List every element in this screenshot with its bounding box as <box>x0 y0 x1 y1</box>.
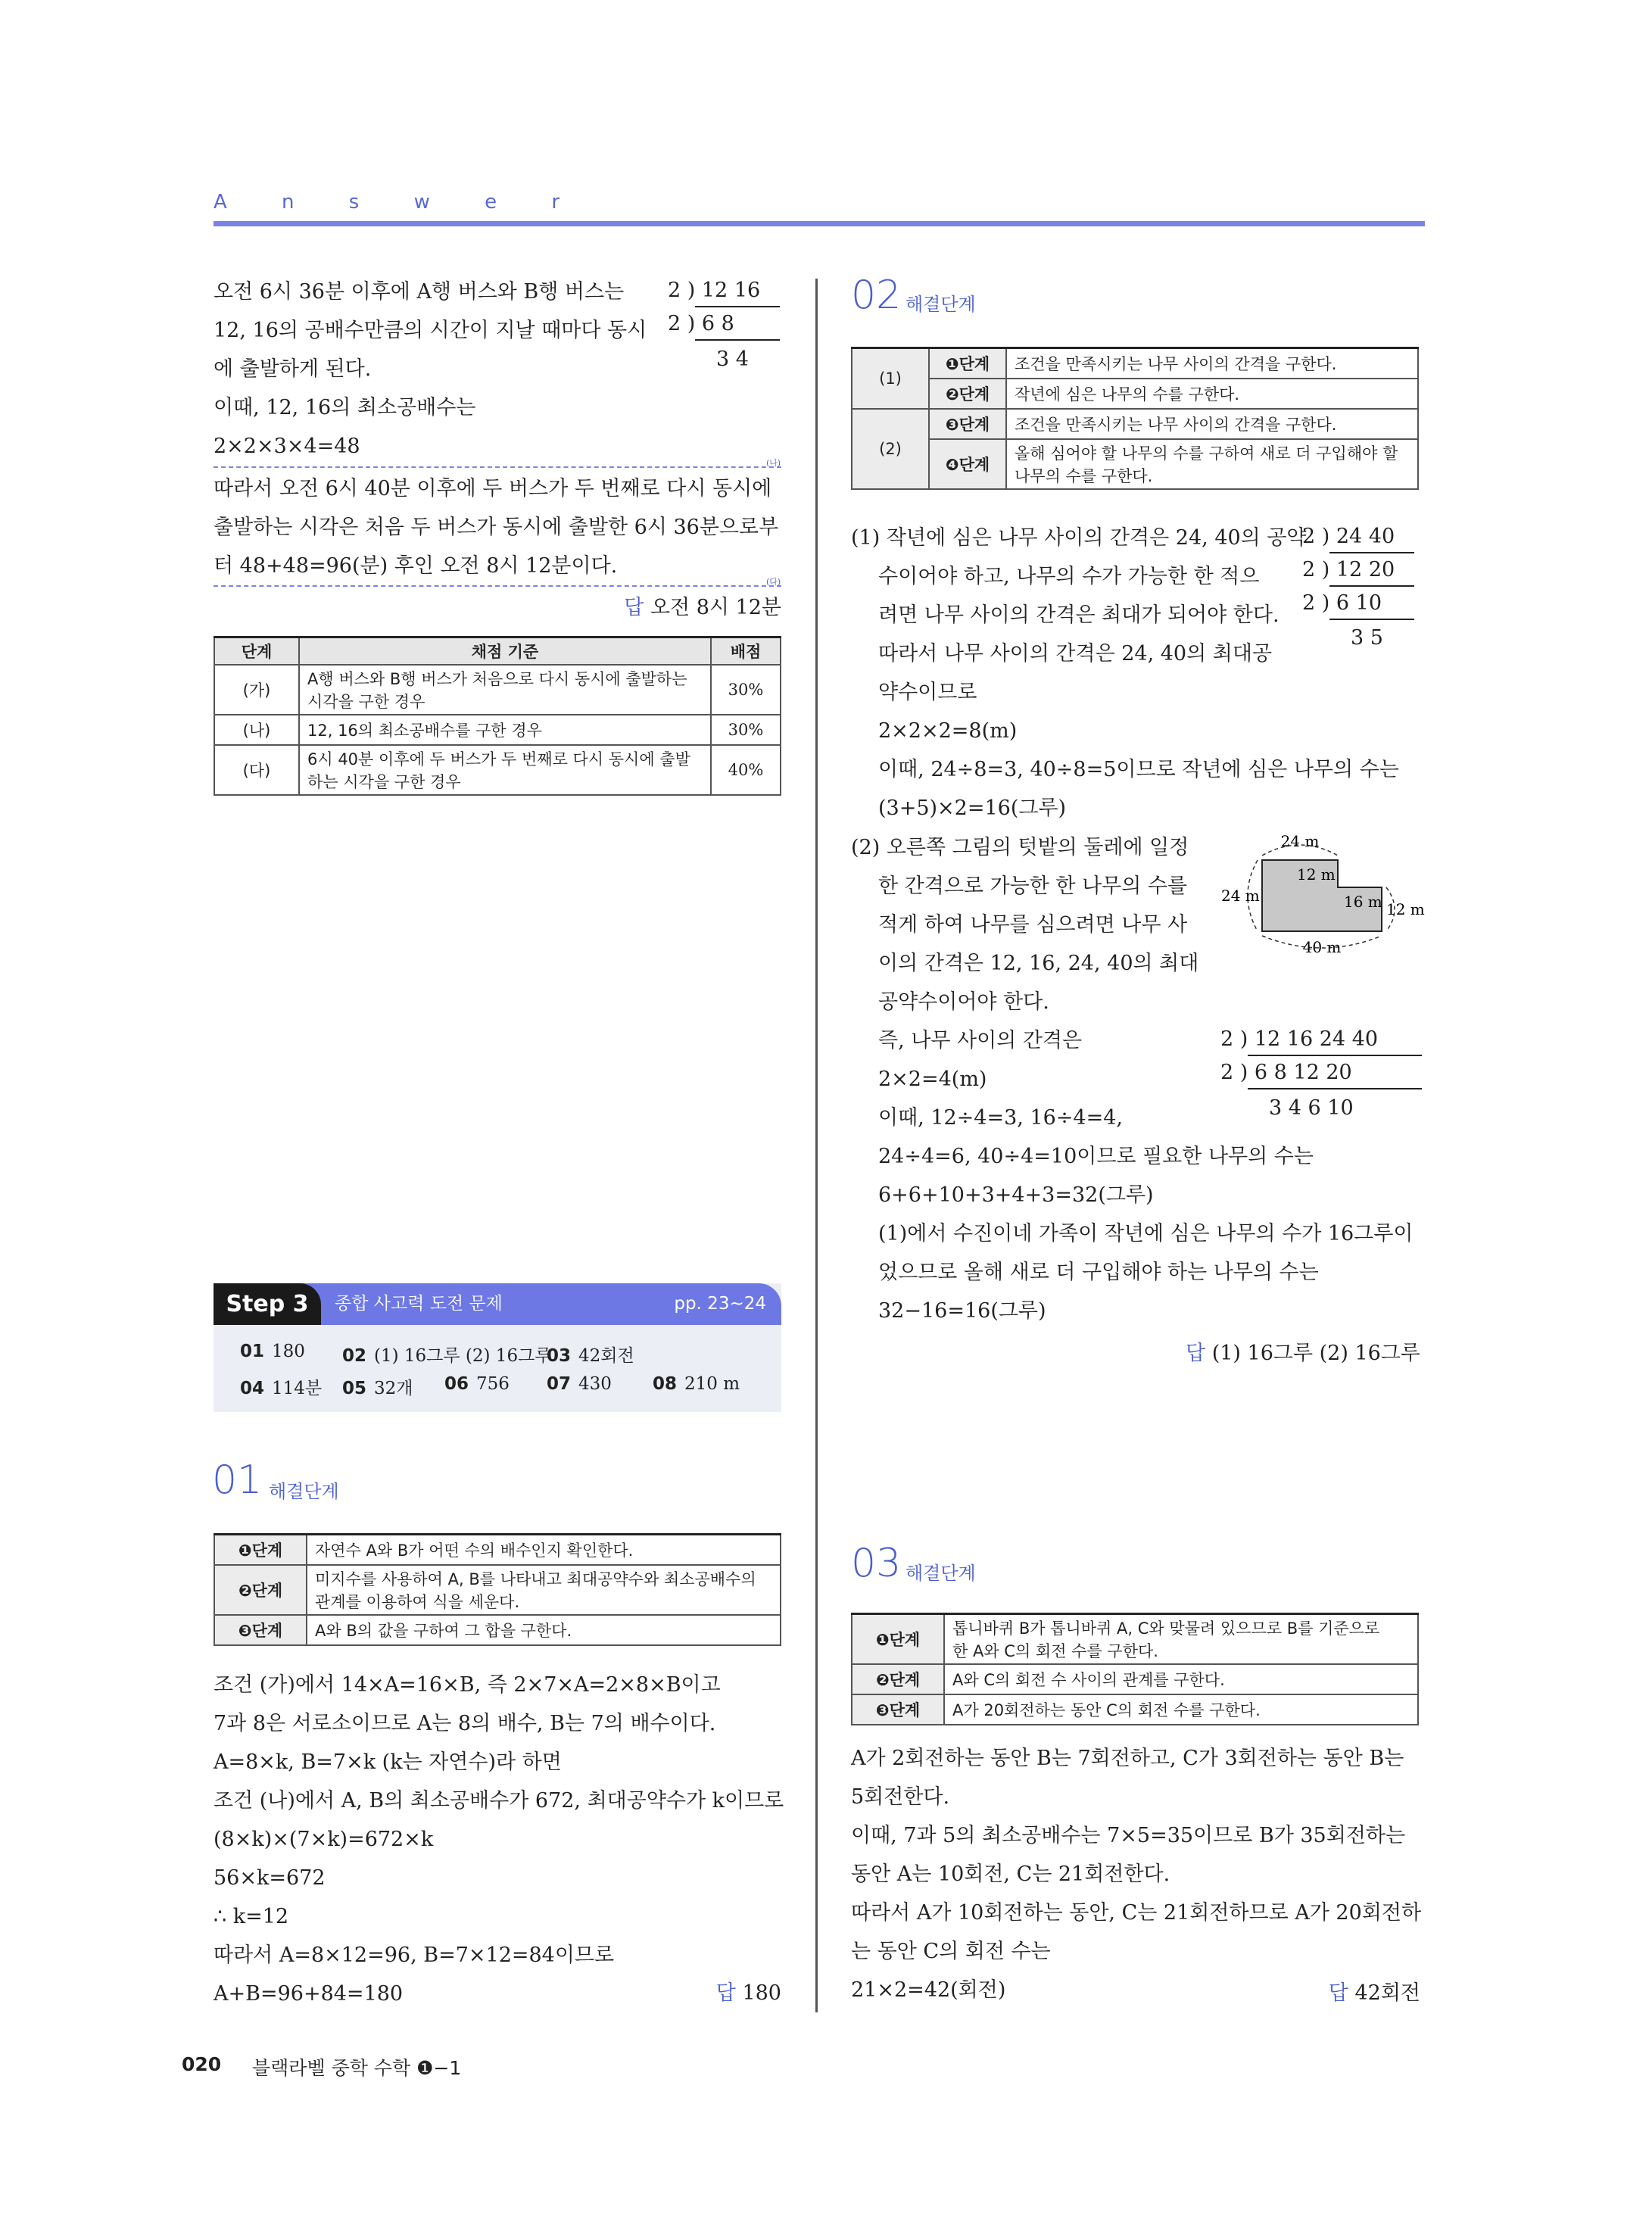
answer-line <box>624 593 781 623</box>
left-text-line: 출발하는 시각은 처음 두 버스가 동시에 출발한 6시 36분으로부 <box>214 516 779 539</box>
step-desc: 조건을 만족시키는 나무 사이의 간격을 구한다. <box>1006 409 1418 439</box>
table-cell <box>299 665 711 715</box>
section-number: 01 <box>212 1457 263 1503</box>
step-desc <box>1006 439 1418 489</box>
sec03-line: A가 2회전하는 동안 B는 7회전하고, C가 3회전하는 동안 B는 <box>851 1747 1404 1770</box>
ladder-row: 2 ) 6 8 12 20 <box>1220 1061 1352 1084</box>
step-label: ❶단계 <box>214 1535 307 1565</box>
sec02-line: 이의 간격은 12, 16, 24, 40의 최대 <box>878 952 1199 975</box>
part-label: (1) <box>852 348 929 409</box>
step-desc <box>307 1565 781 1615</box>
table-row <box>214 1615 781 1645</box>
dashed-divider <box>214 585 781 587</box>
ladder-line <box>695 306 780 307</box>
step-desc: 자연수 A와 B가 어떤 수의 배수인지 확인한다. <box>307 1535 781 1565</box>
sec02-line: (1) 작년에 심은 나무 사이의 간격은 24, 40의 공약 <box>851 526 1307 550</box>
section-subtitle: 해결단계 <box>269 1481 339 1502</box>
step-desc: A가 20회전하는 동안 C의 회전 수를 구한다. <box>944 1694 1418 1725</box>
step-label: ❷단계 <box>929 379 1006 409</box>
part-label: (2) <box>852 409 929 489</box>
step3-item <box>240 1342 305 1361</box>
ladder-row: 2 ) 24 40 <box>1302 525 1395 548</box>
sec01-line: (8×k)×(7×k)=672×k <box>214 1828 434 1851</box>
sec03-line: 는 동안 C의 회전 수는 <box>851 1940 1051 1963</box>
answer-tag: 답 <box>715 1981 736 2005</box>
book-title: 블랙라벨 중학 수학 ❶−1 <box>252 2057 462 2079</box>
item-value: 180 <box>272 1342 305 1361</box>
table-row <box>214 1565 781 1615</box>
step3-item <box>342 1342 552 1367</box>
step3-item <box>240 1374 322 1399</box>
step3-answer-box <box>214 1283 781 1412</box>
step-label: ❶단계 <box>929 348 1006 379</box>
ladder-line <box>1248 1055 1422 1056</box>
ladder-row: 2 ) 6 10 <box>1302 591 1382 615</box>
solution-steps-table <box>214 1533 781 1646</box>
answer-line <box>716 1978 781 2009</box>
cell-line: 하는 시각을 구한 경우 <box>307 773 461 791</box>
step3-item <box>342 1374 413 1399</box>
ladder-row: 2 ) 12 20 <box>1302 558 1395 581</box>
item-number: 07 <box>547 1374 572 1394</box>
step-desc: 작년에 심은 나무의 수를 구한다. <box>1006 379 1418 409</box>
cell-line: 미지수를 사용하여 A, B를 나타내고 최대공약수와 최소공배수의 <box>315 1569 756 1588</box>
item-value: 756 <box>476 1374 510 1394</box>
table-row <box>852 409 1418 439</box>
section-subtitle: 해결단계 <box>905 294 976 315</box>
item-number: 08 <box>653 1374 678 1394</box>
step3-tag: Step 3 <box>214 1283 321 1325</box>
table-row <box>214 1535 781 1565</box>
ladder-row: 3 5 <box>1351 626 1383 650</box>
cell-line: 시각을 구한 경우 <box>307 693 425 711</box>
sec02-line: 2×2=4(m) <box>878 1068 987 1091</box>
table-row <box>852 1614 1418 1665</box>
sec01-line: ∴ k=12 <box>214 1905 289 1928</box>
step-label: ❸단계 <box>214 1615 307 1645</box>
sec02-line: 6+6+10+3+4+3=32(그루) <box>878 1183 1154 1207</box>
table-cell: 12, 16의 최소공배수를 구한 경우 <box>299 715 711 745</box>
cell-line: 나무의 수를 구한다. <box>1015 466 1153 485</box>
item-number: 06 <box>444 1374 469 1394</box>
item-value: (1) 16그루 (2) 16그루 <box>374 1346 552 1366</box>
grading-table <box>214 636 781 796</box>
sec02-line: 즉, 나무 사이의 간격은 <box>878 1029 1083 1052</box>
section-number: 03 <box>851 1541 902 1586</box>
ladder-line <box>1329 585 1414 587</box>
table-row <box>852 439 1418 489</box>
table-row <box>852 1664 1418 1694</box>
left-text-line: 터 48+48=96(분) 후인 오전 8시 12분이다. <box>214 554 618 578</box>
step3-item <box>444 1374 510 1394</box>
left-text-line: 따라서 오전 6시 40분 이후에 두 버스가 두 번째로 다시 동시에 <box>214 477 772 500</box>
ladder-line <box>695 339 780 341</box>
table-header: 단계 <box>214 637 299 666</box>
sec01-line: A=8×k, B=7×k (k는 자연수)라 하면 <box>214 1750 562 1774</box>
solution-steps-table <box>851 1613 1419 1725</box>
ladder-row: 3 4 <box>716 348 749 371</box>
step-label: ❸단계 <box>929 409 1006 439</box>
step-label: ❸단계 <box>852 1694 944 1725</box>
table-row <box>852 1694 1418 1725</box>
ladder-row: 2 ) 12 16 24 40 <box>1220 1027 1379 1051</box>
ladder-line <box>1329 619 1414 620</box>
page-number: 020 <box>182 2053 222 2075</box>
cell-line: 올해 심어야 할 나무의 수를 구하여 새로 더 구입해야 할 <box>1015 444 1398 463</box>
table-cell: 40% <box>711 745 781 795</box>
cell-line: A행 버스와 B행 버스가 처음으로 다시 동시에 출발하는 <box>307 670 687 688</box>
step-label: ❷단계 <box>852 1664 944 1694</box>
table-row <box>852 379 1418 409</box>
sec01-line: 조건 (나)에서 A, B의 최소공배수가 672, 최대공약수가 k이므로 <box>214 1789 784 1813</box>
fig-label: 16 m <box>1344 893 1382 911</box>
answer-line <box>1186 1339 1420 1369</box>
sec02-line: 따라서 나무 사이의 간격은 24, 40의 최대공 <box>878 642 1273 666</box>
fig-label: 12 m <box>1386 900 1425 918</box>
sec01-line: A+B=96+84=180 <box>214 1982 404 2006</box>
ladder-line <box>1329 552 1414 553</box>
sec02-line: 한 간격으로 가능한 한 나무의 수를 <box>878 874 1188 898</box>
left-text-line: 2×2×3×4=48 <box>214 435 360 458</box>
fig-label: 24 m <box>1280 832 1320 850</box>
sec02-line: 24÷4=6, 40÷4=10이므로 필요한 나무의 수는 <box>878 1145 1314 1168</box>
item-number: 03 <box>547 1346 572 1366</box>
step3-item <box>547 1342 634 1367</box>
sec02-line: 약수이므로 <box>878 681 977 704</box>
sec02-line: 공약수이어야 한다. <box>878 990 1049 1014</box>
item-value: 32개 <box>374 1379 413 1398</box>
table-row <box>214 715 781 745</box>
sec02-line: 이때, 12÷4=3, 16÷4=4, <box>878 1106 1123 1130</box>
sec03-line: 따라서 A가 10회전하는 동안, C는 21회전하므로 A가 20회전하 <box>851 1901 1422 1925</box>
step-desc <box>944 1614 1418 1665</box>
cell-line: 톱니바퀴 B가 톱니바퀴 A, C와 맞물려 있으므로 B를 기준으로 <box>952 1619 1380 1638</box>
sec02-line: (1)에서 수진이네 가족이 작년에 심은 나무의 수가 16그루이 <box>878 1222 1414 1245</box>
table-cell: (나) <box>214 715 299 745</box>
sec03-line: 동안 A는 10회전, C는 21회전한다. <box>851 1862 1170 1886</box>
step-desc: A와 C의 회전 수 사이의 관계를 구한다. <box>944 1664 1418 1694</box>
item-number: 02 <box>342 1346 367 1366</box>
table-header: 채점 기준 <box>299 637 711 666</box>
answer-header-label: A n s w e r <box>214 191 584 214</box>
step-label: ❶단계 <box>852 1614 944 1665</box>
answer-tag: 답 <box>1328 1981 1348 2005</box>
section-number: 02 <box>851 273 902 318</box>
table-row <box>214 665 781 715</box>
table-row <box>214 745 781 795</box>
sec02-line: 려면 나무 사이의 간격은 최대가 되어야 한다. <box>878 603 1280 627</box>
step-label: ❹단계 <box>929 439 1006 489</box>
item-value: 114분 <box>272 1379 323 1398</box>
answer-line <box>1329 1978 1420 2009</box>
sec03-line: 이때, 7과 5의 최소공배수는 7×5=35이므로 B가 35회전하는 <box>851 1824 1406 1847</box>
grading-mark: (나) <box>766 458 781 468</box>
item-value: 42회전 <box>578 1346 634 1366</box>
left-text-line: 이때, 12, 16의 최소공배수는 <box>214 396 476 419</box>
table-header: 배점 <box>711 637 781 666</box>
sec03-line: 21×2=42(회전) <box>851 1978 1006 2002</box>
sec03-line: 5회전한다. <box>851 1785 950 1809</box>
table-cell: (가) <box>214 665 299 715</box>
step-desc: 조건을 만족시키는 나무 사이의 간격을 구한다. <box>1006 348 1418 379</box>
step-desc: A와 B의 값을 구하여 그 합을 구한다. <box>307 1615 781 1645</box>
dashed-divider <box>214 466 781 468</box>
table-cell: 30% <box>711 665 781 715</box>
table-row <box>852 348 1418 379</box>
fig-label: 12 m <box>1297 865 1336 884</box>
sec02-line: 적게 하여 나무를 심으려면 나무 사 <box>878 913 1188 937</box>
cell-line: 6시 40분 이후에 두 버스가 두 번째로 다시 동시에 출발 <box>307 750 690 768</box>
sec01-line: 56×k=672 <box>214 1866 326 1890</box>
header-rule <box>214 221 1425 226</box>
answer-tag: 답 <box>624 596 644 619</box>
cell-line: 관계를 이용하여 식을 세운다. <box>315 1592 520 1611</box>
answer-value: 42회전 <box>1354 1981 1420 2005</box>
item-number: 01 <box>240 1342 265 1361</box>
table-cell: 30% <box>711 715 781 745</box>
step3-title: 종합 사고력 도전 문제 <box>335 1294 503 1314</box>
item-number: 05 <box>342 1379 367 1398</box>
answer-value: 오전 8시 12분 <box>650 596 781 619</box>
sec01-line: 조건 (가)에서 14×A=16×B, 즉 2×7×A=2×8×B이고 <box>214 1673 721 1697</box>
step3-item <box>547 1374 612 1394</box>
ladder-line <box>1248 1088 1422 1089</box>
sec02-line: 2×2×2=8(m) <box>878 719 1018 743</box>
answer-value: (1) 16그루 (2) 16그루 <box>1211 1342 1420 1365</box>
step-label: ❷단계 <box>214 1565 307 1615</box>
sec01-line: 따라서 A=8×12=96, B=7×12=84이므로 <box>214 1944 615 1967</box>
column-divider <box>815 279 818 2012</box>
step3-item <box>653 1374 740 1394</box>
left-text-line: 12, 16의 공배수만큼의 시간이 지날 때마다 동시 <box>214 319 647 342</box>
sec02-line: (3+5)×2=16(그루) <box>878 796 1067 820</box>
item-value: 210 m <box>684 1374 740 1394</box>
grading-mark: (다) <box>766 577 781 587</box>
sec02-line: 었으므로 올해 새로 더 구입해야 하는 나무의 수는 <box>878 1261 1319 1284</box>
step3-pages: pp. 23~24 <box>674 1294 766 1314</box>
ladder-row: 3 4 6 10 <box>1269 1096 1354 1120</box>
answer-tag: 답 <box>1186 1342 1206 1365</box>
left-text-line: 에 출발하게 된다. <box>214 357 372 381</box>
sec01-line: 7과 8은 서로소이므로 A는 8의 배수, B는 7의 배수이다. <box>214 1712 716 1735</box>
sec02-line: 수이어야 하고, 나무의 수가 가능한 한 적으 <box>878 565 1260 588</box>
sec02-line: 이때, 24÷8=3, 40÷8=5이므로 작년에 심은 나무의 수는 <box>878 758 1399 781</box>
fig-label: 24 m <box>1221 887 1260 905</box>
ladder-row: 2 ) 12 16 <box>668 279 761 302</box>
cell-line: 한 A와 C의 회전 수를 구한다. <box>952 1642 1158 1660</box>
table-cell: (다) <box>214 745 299 795</box>
garden-figure <box>1215 832 1425 962</box>
item-number: 04 <box>240 1379 265 1398</box>
section-subtitle: 해결단계 <box>905 1563 976 1584</box>
table-cell <box>299 745 711 795</box>
ladder-row: 2 ) 6 8 <box>668 312 734 335</box>
answer-value: 180 <box>742 1981 781 2005</box>
solution-steps-table <box>851 347 1419 490</box>
left-text-line: 오전 6시 36분 이후에 A행 버스와 B행 버스는 <box>214 280 625 304</box>
item-value: 430 <box>578 1374 612 1394</box>
sec02-line: 32−16=16(그루) <box>878 1299 1046 1323</box>
sec02-line: (2) 오른쪽 그림의 텃밭의 둘레에 일정 <box>851 836 1189 859</box>
fig-label: 40 m <box>1302 938 1342 956</box>
